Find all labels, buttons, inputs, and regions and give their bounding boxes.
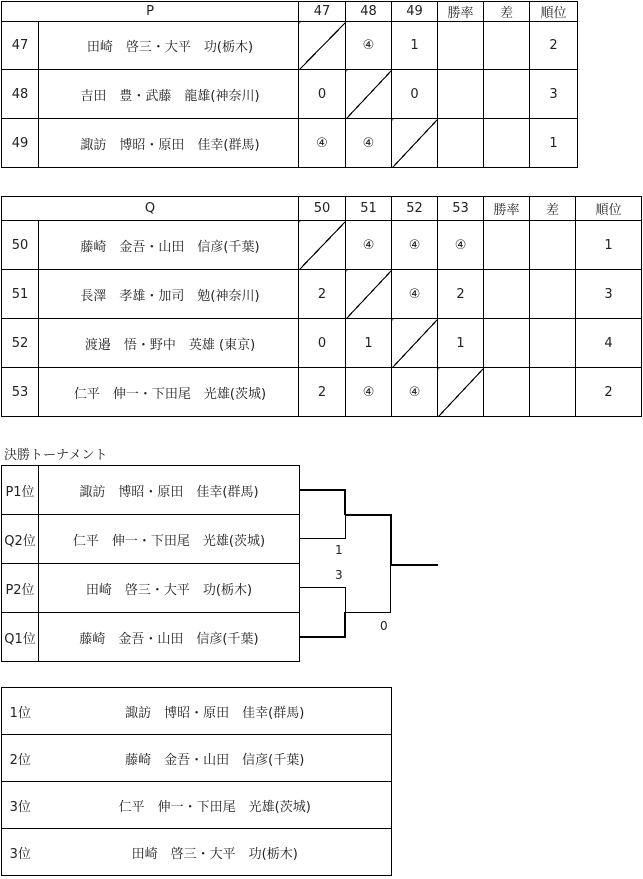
score-cell: ④ xyxy=(392,221,438,270)
group-q-table xyxy=(1,196,642,417)
col-header: 差 xyxy=(484,2,530,22)
col-header: 51 xyxy=(346,197,392,221)
group-p-title: P xyxy=(2,2,299,22)
table-row xyxy=(2,782,392,829)
score-cell: 1 xyxy=(392,22,438,70)
group-q-title: Q xyxy=(2,197,299,221)
player-number: 49 xyxy=(2,119,39,168)
bracket-line xyxy=(344,489,346,515)
self-cell xyxy=(299,22,346,70)
score-cell: 0 xyxy=(392,70,438,119)
col-header: 順位 xyxy=(530,2,578,22)
bracket-line xyxy=(299,489,345,491)
player-name: 渡邉 悟・野中 英雄 (東京) xyxy=(39,319,299,368)
score-cell: 0 xyxy=(299,319,346,368)
win-rate-cell xyxy=(484,368,530,417)
rank-cell: 3 xyxy=(530,70,578,119)
table-row xyxy=(2,70,578,119)
semi2-score: 3 xyxy=(335,568,343,582)
score-cell: ④ xyxy=(346,368,392,417)
results-table xyxy=(1,687,392,876)
player-number: 51 xyxy=(2,270,39,319)
col-header: 勝率 xyxy=(484,197,530,221)
player-name: 仁平 伸一・下田尾 光雄(茨城) xyxy=(39,368,299,417)
bracket-line xyxy=(345,514,391,516)
score-cell: ④ xyxy=(346,221,392,270)
player-number: 53 xyxy=(2,368,39,417)
bracket-line xyxy=(345,515,346,539)
win-rate-cell xyxy=(484,270,530,319)
col-header: 差 xyxy=(530,197,576,221)
table-row xyxy=(2,688,392,735)
table-row xyxy=(2,119,578,168)
result-rank: 2位 xyxy=(2,735,39,782)
result-rank: 3位 xyxy=(2,782,39,829)
score-cell: 2 xyxy=(438,270,484,319)
table-row xyxy=(2,221,642,270)
list-item xyxy=(2,613,300,662)
table-row xyxy=(2,829,392,876)
final-score-bottom: 0 xyxy=(380,619,388,633)
rank-cell: 1 xyxy=(530,119,578,168)
self-cell xyxy=(438,368,484,417)
self-cell xyxy=(299,221,346,270)
score-cell: ④ xyxy=(392,368,438,417)
score-cell: 0 xyxy=(299,70,346,119)
self-cell xyxy=(346,270,392,319)
result-name: 仁平 伸一・下田尾 光雄(茨城) xyxy=(39,782,392,829)
score-cell: ④ xyxy=(299,119,346,168)
col-header: 順位 xyxy=(576,197,642,221)
diff-cell xyxy=(530,270,576,319)
bracket-line xyxy=(345,587,346,613)
col-header: 50 xyxy=(299,197,346,221)
table-row xyxy=(2,368,642,417)
final-entries-table xyxy=(1,465,300,662)
bracket-line xyxy=(390,514,392,565)
group-p-table xyxy=(1,1,578,168)
list-item xyxy=(2,466,300,515)
result-name: 諏訪 博昭・原田 佳幸(群馬) xyxy=(39,688,392,735)
score-cell: 2 xyxy=(299,270,346,319)
table-row xyxy=(2,22,578,70)
bracket-line xyxy=(299,587,345,588)
diff-cell xyxy=(484,70,530,119)
table-row xyxy=(2,270,642,319)
score-cell: 1 xyxy=(346,319,392,368)
diff-cell xyxy=(484,119,530,168)
diff-cell xyxy=(530,319,576,368)
bracket-line xyxy=(299,636,346,638)
player-name: 長澤 孝雄・加司 勉(神奈川) xyxy=(39,270,299,319)
player-name: 吉田 豊・武藤 龍雄(神奈川) xyxy=(39,70,299,119)
col-header: 49 xyxy=(392,2,438,22)
result-name: 藤崎 金吾・山田 信彦(千葉) xyxy=(39,735,392,782)
table-row xyxy=(2,735,392,782)
list-item xyxy=(2,515,300,564)
bracket-line xyxy=(345,612,391,613)
final-tournament-title: 決勝トーナメント xyxy=(4,448,108,463)
entry-name: 田崎 啓三・大平 功(栃木) xyxy=(39,564,300,613)
player-name: 藤崎 金吾・山田 信彦(千葉) xyxy=(39,221,299,270)
seed-label: Q2位 xyxy=(2,515,39,564)
player-number: 47 xyxy=(2,22,39,70)
rank-cell: 2 xyxy=(576,368,642,417)
score-cell: ④ xyxy=(346,22,392,70)
self-cell xyxy=(346,70,392,119)
self-cell xyxy=(392,319,438,368)
col-header: 53 xyxy=(438,197,484,221)
self-cell xyxy=(392,119,438,168)
win-rate-cell xyxy=(484,319,530,368)
rank-cell: 1 xyxy=(576,221,642,270)
col-header: 48 xyxy=(346,2,392,22)
rank-cell: 4 xyxy=(576,319,642,368)
diff-cell xyxy=(530,221,576,270)
group-q-header-row xyxy=(2,197,642,221)
player-number: 50 xyxy=(2,221,39,270)
entry-name: 仁平 伸一・下田尾 光雄(茨城) xyxy=(39,515,300,564)
result-rank: 3位 xyxy=(2,829,39,876)
win-rate-cell xyxy=(438,22,484,70)
entry-name: 諏訪 博昭・原田 佳幸(群馬) xyxy=(39,466,300,515)
bracket-line xyxy=(299,538,345,539)
seed-label: Q1位 xyxy=(2,613,39,662)
rank-cell: 2 xyxy=(530,22,578,70)
player-name: 諏訪 博昭・原田 佳幸(群馬) xyxy=(39,119,299,168)
group-p-header-row xyxy=(2,2,578,22)
rank-cell: 3 xyxy=(576,270,642,319)
score-cell: ④ xyxy=(392,270,438,319)
score-cell: ④ xyxy=(438,221,484,270)
table-row xyxy=(2,319,642,368)
col-header: 47 xyxy=(299,2,346,22)
player-number: 52 xyxy=(2,319,39,368)
list-item xyxy=(2,564,300,613)
player-number: 48 xyxy=(2,70,39,119)
bracket-line xyxy=(344,612,346,638)
bracket-line xyxy=(391,564,438,566)
win-rate-cell xyxy=(484,221,530,270)
semi1-score: 1 xyxy=(335,543,343,557)
col-header: 勝率 xyxy=(438,2,484,22)
result-name: 田崎 啓三・大平 功(栃木) xyxy=(39,829,392,876)
entry-name: 藤崎 金吾・山田 信彦(千葉) xyxy=(39,613,300,662)
col-header: 52 xyxy=(392,197,438,221)
bracket-line xyxy=(390,565,391,613)
seed-label: P1位 xyxy=(2,466,39,515)
score-cell: ④ xyxy=(346,119,392,168)
seed-label: P2位 xyxy=(2,564,39,613)
player-name: 田崎 啓三・大平 功(栃木) xyxy=(39,22,299,70)
score-cell: 1 xyxy=(438,319,484,368)
win-rate-cell xyxy=(438,70,484,119)
diff-cell xyxy=(530,368,576,417)
score-cell: 2 xyxy=(299,368,346,417)
win-rate-cell xyxy=(438,119,484,168)
result-rank: 1位 xyxy=(2,688,39,735)
diff-cell xyxy=(484,22,530,70)
